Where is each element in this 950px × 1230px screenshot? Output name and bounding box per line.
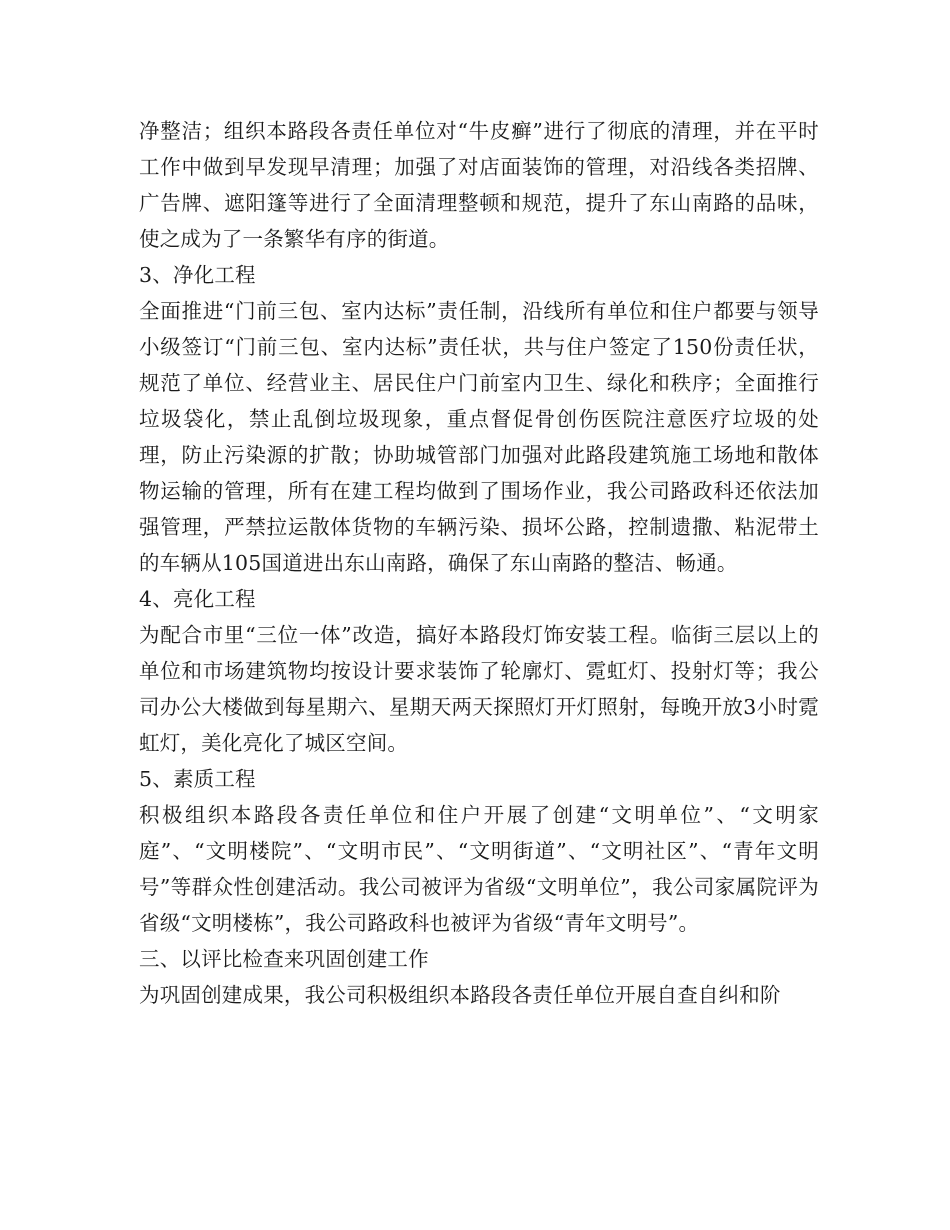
paragraph-purification-project: 全面推进“门前三包、室内达标”责任制，沿线所有单位和住户都要与领导小级签订“门前三包、室内达标”责任状，共与住户签定了150份责任状，规范了单位、经营业主、居民住户门前室内卫生、绿化和秩序；全面推行垃圾袋化，禁止乱倒垃圾现象，重点督促骨创伤医院注意医疗垃圾的处理，防止污染源的扩散；协助城管部门加强对此路段建筑施工场地和散体物运输的管理，所有在建工程均做到了围场作业，我公司路政科还依法加强管理，严禁拉运散体货物的车辆污染、损坏公路，控制遗撒、粘泥带土的车辆从105国道进出东山南路，确保了东山南路的整洁、畅通。 bbox=[139, 299, 819, 575]
heading-purification-project: 3、净化工程 bbox=[139, 263, 256, 287]
paragraph-lighting-project: 为配合市里“三位一体”改造，搞好本路段灯饰安装工程。临街三层以上的单位和市场建筑物均按设计要求装饰了轮廓灯、霓虹灯、投射灯等；我公司办公大楼做到每星期六、星期天两天探照灯开灯照射，每晚开放3小时霓虹灯，美化亮化了城区空间。 bbox=[139, 623, 819, 755]
paragraph-section-three: 为巩固创建成果，我公司积极组织本路段各责任单位开展自查自纠和阶 bbox=[139, 983, 781, 1007]
heading-lighting-project: 4、亮化工程 bbox=[139, 587, 256, 611]
paragraph-quality-project: 积极组织本路段各责任单位和住户开展了创建“文明单位”、“文明家庭”、“文明楼院”、“文明市民”、“文明街道”、“文明社区”、“青年文明号”等群众性创建活动。我公司被评为省级“文明单位”，我公司家属院评为省级“文明楼栋”，我公司路政科也被评为省级“青年文明号”。 bbox=[139, 803, 819, 935]
paragraph-cleanliness-continued: 净整洁；组织本路段各责任单位对“牛皮癣”进行了彻底的清理，并在平时工作中做到早发现早清理；加强了对店面装饰的管理，对沿线各类招牌、广告牌、遮阳篷等进行了全面清理整顿和规范，提升了东山南路的品味，使之成为了一条繁华有序的街道。 bbox=[139, 119, 819, 251]
heading-section-three: 三、以评比检查来巩固创建工作 bbox=[139, 947, 429, 971]
heading-quality-project: 5、素质工程 bbox=[139, 767, 256, 791]
document-body bbox=[139, 113, 819, 1013]
